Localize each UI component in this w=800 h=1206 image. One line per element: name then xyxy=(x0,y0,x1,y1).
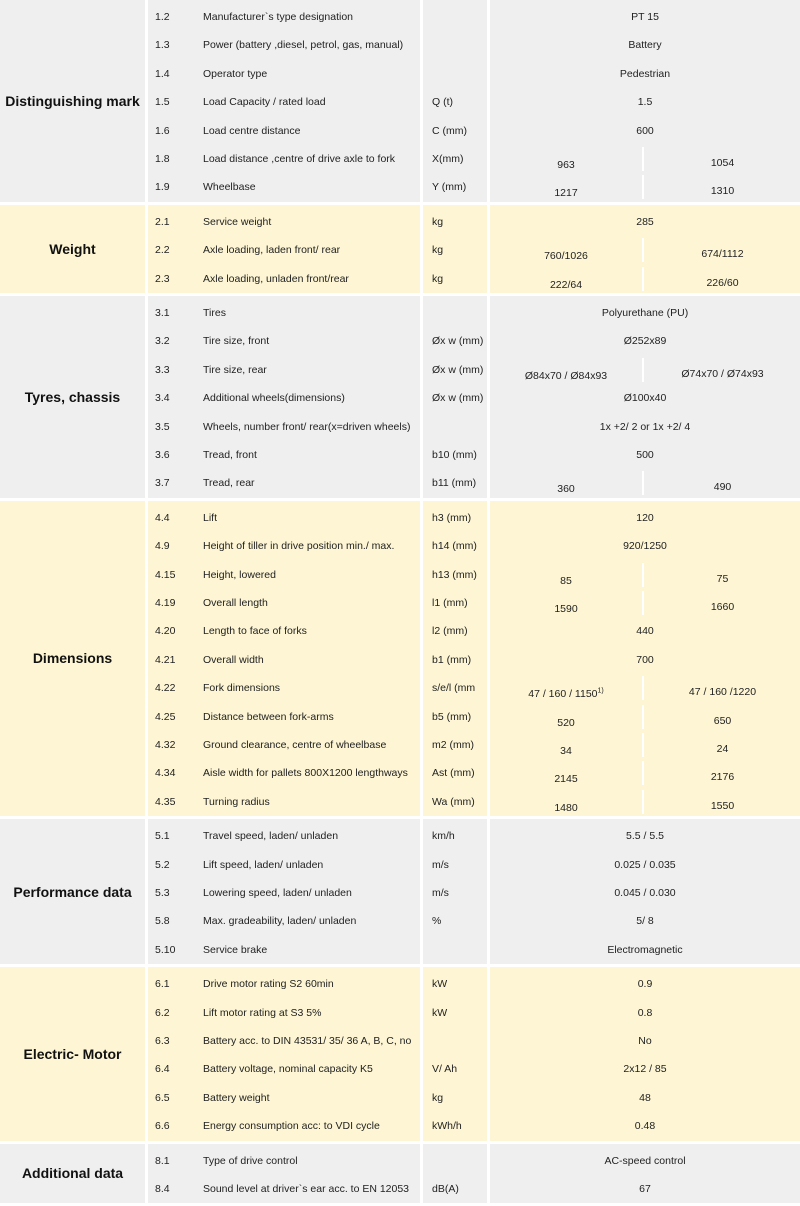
row-unit: l2 (mm) xyxy=(432,625,468,638)
row-number: 4.15 xyxy=(155,568,176,581)
row-description: Tire size, front xyxy=(203,335,270,348)
row-unit: V/ Ah xyxy=(432,1063,458,1076)
row-value-left-text: 963 xyxy=(557,159,575,171)
row-description: Load Capacity / rated load xyxy=(203,96,326,109)
row-number: 5.1 xyxy=(155,830,170,843)
row-unit: kg xyxy=(432,244,444,257)
row-unit: b11 (mm) xyxy=(432,477,477,490)
row-number: 6.3 xyxy=(155,1034,170,1047)
spec-row xyxy=(0,970,800,998)
row-number: 1.2 xyxy=(155,11,170,23)
row-number: 1.9 xyxy=(155,181,170,194)
row-description: Service weight xyxy=(203,215,272,228)
value-split-divider xyxy=(642,267,644,291)
row-unit: C (mm) xyxy=(432,124,467,137)
row-number: 1.6 xyxy=(155,124,170,137)
footnote-marker: 1) xyxy=(597,687,604,695)
row-description: Battery weight xyxy=(203,1091,270,1104)
row-unit: dB(A) xyxy=(432,1182,459,1195)
row-description: Distance between fork-arms xyxy=(203,710,334,723)
spec-row xyxy=(0,589,800,617)
spec-row xyxy=(0,788,800,816)
row-description: Load distance ,centre of drive axle to fork xyxy=(203,153,396,165)
row-description: Max. gradeability, laden/ unladen xyxy=(203,915,357,928)
row-value-right: Ø74x70 / Ø74x93 xyxy=(681,367,764,380)
section-title: Tyres, chassis xyxy=(24,388,121,405)
spec-row xyxy=(0,1055,800,1083)
spec-row xyxy=(0,117,800,145)
spec-row xyxy=(0,327,800,355)
row-number: 4.25 xyxy=(155,710,176,723)
row-description: Tires xyxy=(203,307,226,319)
section-title: Additional data xyxy=(21,1165,124,1182)
row-number: 6.5 xyxy=(155,1091,170,1104)
row-number: 3.6 xyxy=(155,449,170,461)
row-description: Tire size, rear xyxy=(203,363,267,376)
spec-row xyxy=(0,299,800,327)
section-weight xyxy=(0,205,800,296)
row-number: 2.1 xyxy=(155,215,170,228)
spec-row xyxy=(0,441,800,469)
row-description: Lift motor rating at S3 5% xyxy=(203,1006,322,1019)
spec-row xyxy=(0,907,800,935)
row-unit: % xyxy=(432,915,442,928)
row-number: 4.4 xyxy=(155,511,170,524)
row-description: Sound level at driver`s ear acc. to EN 12053 xyxy=(203,1182,410,1195)
value-split-divider xyxy=(642,175,644,199)
row-number: 8.4 xyxy=(155,1182,170,1195)
row-description: Manufacturer`s type designation xyxy=(203,11,353,23)
row-value-right: 226/60 xyxy=(706,276,739,289)
row-description: Height, lowered xyxy=(203,568,276,581)
row-description: Wheelbase xyxy=(203,181,256,194)
row-value: 600 xyxy=(636,124,654,137)
value-split-divider xyxy=(642,147,644,171)
value-split-divider xyxy=(642,238,644,262)
row-value: 48 xyxy=(639,1091,651,1104)
row-value: 0.9 xyxy=(637,978,653,991)
row-unit: Ast (mm) xyxy=(432,767,475,780)
section-title: Performance data xyxy=(13,883,132,900)
row-value-right: 1310 xyxy=(710,185,735,198)
row-unit: kWh/h xyxy=(432,1120,462,1133)
row-value-left-text: 1217 xyxy=(554,187,578,200)
row-description: Length to face of forks xyxy=(203,625,307,638)
spec-row xyxy=(0,646,800,674)
section-electric-motor xyxy=(0,967,800,1143)
row-value-right: 1054 xyxy=(710,157,735,169)
row-value-left-text: 760/1026 xyxy=(544,250,588,263)
spec-row xyxy=(0,469,800,497)
value-split-divider xyxy=(642,733,644,757)
section-title: Weight xyxy=(49,240,96,257)
row-value-left xyxy=(490,179,642,207)
row-unit: km/h xyxy=(432,830,455,843)
row-number: 4.21 xyxy=(155,653,176,666)
row-value-left-text: 360 xyxy=(557,483,575,496)
spec-row xyxy=(0,703,800,731)
spec-row xyxy=(0,384,800,412)
row-value-right: 1660 xyxy=(710,600,735,613)
spec-row xyxy=(0,60,800,88)
row-unit: kW xyxy=(432,1006,448,1019)
spec-row xyxy=(0,3,800,31)
row-number: 5.2 xyxy=(155,858,170,871)
section-tyres-chassis xyxy=(0,296,800,501)
section-title: Dimensions xyxy=(32,650,113,667)
row-number: 4.32 xyxy=(155,738,176,751)
row-description: Load centre distance xyxy=(203,124,301,137)
spec-row xyxy=(0,413,800,441)
row-description: Drive motor rating S2 60min xyxy=(203,978,334,991)
row-number: 3.4 xyxy=(155,392,170,405)
row-value-right: 24 xyxy=(716,742,729,755)
row-value-left xyxy=(490,271,642,299)
row-number: 1.8 xyxy=(155,153,170,165)
row-number: 6.2 xyxy=(155,1006,170,1019)
row-value: 67 xyxy=(639,1182,651,1195)
row-unit: l1 (mm) xyxy=(432,596,468,609)
row-description: Wheels, number front/ rear(x=driven wheels) xyxy=(203,420,411,433)
row-value-left-text: 520 xyxy=(557,716,575,729)
row-number: 2.2 xyxy=(155,244,170,257)
row-number: 5.3 xyxy=(155,886,170,899)
row-value-right: 75 xyxy=(716,572,729,585)
row-value: Ø100x40 xyxy=(623,392,667,405)
row-number: 3.5 xyxy=(155,420,170,433)
row-unit: m/s xyxy=(432,858,449,871)
row-description: Additional wheels(dimensions) xyxy=(203,392,345,405)
row-unit: m/s xyxy=(432,886,449,899)
row-unit: kg xyxy=(432,1091,444,1104)
row-value: Battery xyxy=(628,39,662,52)
row-value-right: 650 xyxy=(713,714,732,727)
row-number: 4.34 xyxy=(155,767,176,780)
row-number: 8.1 xyxy=(155,1154,170,1167)
row-unit: Wa (mm) xyxy=(432,795,475,808)
row-number: 1.5 xyxy=(155,96,170,109)
row-value-right: 1550 xyxy=(710,799,735,812)
row-value: 500 xyxy=(636,449,654,461)
row-value: Polyurethane (PU) xyxy=(601,307,689,319)
section-additional-data xyxy=(0,1144,800,1206)
row-description: Overall length xyxy=(203,596,268,609)
row-number: 4.35 xyxy=(155,795,176,808)
row-description: Power (battery ,diesel, petrol, gas, manual) xyxy=(203,39,404,52)
row-value-left-text: 2145 xyxy=(554,773,578,786)
row-value: Electromagnetic xyxy=(607,943,683,956)
row-unit: Øx w (mm) xyxy=(432,335,484,348)
row-unit: h3 (mm) xyxy=(432,511,472,524)
spec-row xyxy=(0,532,800,560)
spec-row xyxy=(0,504,800,532)
section-performance-data xyxy=(0,819,800,967)
row-value: 2x12 / 85 xyxy=(623,1063,667,1076)
row-value: 920/1250 xyxy=(623,540,667,553)
spec-row xyxy=(0,265,800,293)
row-value: 5/ 8 xyxy=(636,915,654,928)
row-value-left xyxy=(490,475,642,503)
spec-row xyxy=(0,356,800,384)
value-split-divider xyxy=(642,705,644,729)
spec-row xyxy=(0,822,800,850)
row-description: Fork dimensions xyxy=(203,682,281,695)
row-value: 285 xyxy=(636,215,654,228)
value-split-divider xyxy=(642,471,644,495)
row-number: 1.3 xyxy=(155,39,170,52)
spec-row xyxy=(0,208,800,236)
row-description: Battery acc. to DIN 43531/ 35/ 36 A, B, C, no xyxy=(203,1034,412,1047)
spec-row xyxy=(0,1027,800,1055)
row-unit: Øx w (mm) xyxy=(432,363,484,376)
row-value: 0.48 xyxy=(634,1120,656,1133)
spec-row xyxy=(0,1112,800,1140)
value-split-divider xyxy=(642,563,644,587)
row-unit: h14 (mm) xyxy=(432,540,477,553)
section-distinguishing-mark xyxy=(0,0,800,205)
row-number: 5.10 xyxy=(155,943,176,956)
row-description: Operator type xyxy=(203,67,268,80)
row-value: No xyxy=(638,1034,652,1047)
row-unit: Y (mm) xyxy=(432,181,467,194)
spec-row xyxy=(0,1084,800,1112)
row-value: 0.045 / 0.030 xyxy=(614,886,676,899)
row-value-left-text: 1590 xyxy=(554,602,578,615)
row-value-left-text: 1480 xyxy=(554,801,578,814)
row-description: Axle loading, unladen front/rear xyxy=(203,272,349,285)
section-title: Electric- Motor xyxy=(23,1045,122,1062)
row-number: 3.7 xyxy=(155,477,170,490)
row-value: Ø252x89 xyxy=(623,335,667,348)
row-value-left-text: 85 xyxy=(560,574,572,587)
row-value-right: 674/1112 xyxy=(701,248,744,261)
row-description: Type of drive control xyxy=(203,1154,298,1167)
spec-row xyxy=(0,999,800,1027)
row-value: 120 xyxy=(636,511,654,524)
row-number: 4.22 xyxy=(155,682,176,695)
row-number: 3.1 xyxy=(155,307,170,319)
row-value-right: 47 / 160 /1220 xyxy=(688,686,757,699)
spec-row xyxy=(0,1175,800,1203)
row-description: Travel speed, laden/ unladen xyxy=(203,830,339,843)
row-value: 1x +2/ 2 or 1x +2/ 4 xyxy=(599,420,691,433)
row-number: 4.20 xyxy=(155,625,176,638)
row-value-right: 490 xyxy=(713,481,732,494)
spec-row xyxy=(0,759,800,787)
row-value: 0.025 / 0.035 xyxy=(614,858,676,871)
value-split-divider xyxy=(642,358,644,382)
row-unit: kW xyxy=(432,978,448,991)
row-value-left-text: Ø84x70 / Ø84x93 xyxy=(524,369,608,382)
row-description: Lift speed, laden/ unladen xyxy=(203,858,324,871)
row-description: Axle loading, laden front/ rear xyxy=(203,244,341,257)
row-number: 2.3 xyxy=(155,272,170,285)
row-value: Pedestrian xyxy=(619,67,671,80)
row-number: 6.1 xyxy=(155,978,170,991)
spec-row xyxy=(0,236,800,264)
spec-row xyxy=(0,1147,800,1175)
row-description: Tread, front xyxy=(203,449,257,461)
row-description: Energy consumption acc: to VDI cycle xyxy=(203,1120,380,1133)
row-value: 1.5 xyxy=(637,96,653,109)
row-number: 4.19 xyxy=(155,596,176,609)
row-unit: m2 (mm) xyxy=(432,738,474,751)
row-number: 1.4 xyxy=(155,67,170,80)
spec-row xyxy=(0,851,800,879)
spec-row xyxy=(0,674,800,702)
row-unit: Øx w (mm) xyxy=(432,392,484,405)
spec-row xyxy=(0,879,800,907)
row-description: Tread, rear xyxy=(203,477,255,490)
row-description: Ground clearance, centre of wheelbase xyxy=(203,738,387,751)
row-number: 6.6 xyxy=(155,1120,170,1133)
section-title: Distinguishing mark xyxy=(5,92,140,109)
spec-row xyxy=(0,936,800,964)
row-value-left-text: 47 / 160 / 1150 xyxy=(528,688,598,701)
row-value: AC-speed control xyxy=(604,1154,686,1167)
row-description: Overall width xyxy=(203,653,264,666)
row-unit: Q (t) xyxy=(432,96,453,109)
row-value: 700 xyxy=(636,653,654,666)
row-unit: b5 (mm) xyxy=(432,710,472,723)
spec-row xyxy=(0,145,800,173)
row-value: 440 xyxy=(636,625,654,638)
row-description: Height of tiller in drive position min./ max. xyxy=(203,540,395,553)
spec-row xyxy=(0,173,800,201)
row-value: 5.5 / 5.5 xyxy=(626,830,664,843)
spec-row xyxy=(0,731,800,759)
spec-row xyxy=(0,88,800,116)
section-dimensions xyxy=(0,501,800,819)
row-value: 0.8 xyxy=(637,1006,653,1019)
row-description: Lift xyxy=(203,511,218,524)
row-unit: b10 (mm) xyxy=(432,449,477,461)
row-value-right: 2176 xyxy=(710,771,735,784)
row-description: Service brake xyxy=(203,943,268,956)
row-number: 3.2 xyxy=(155,335,170,348)
row-unit: h13 (mm) xyxy=(432,568,477,581)
row-unit: kg xyxy=(432,272,444,285)
row-unit: s/e/l (mm xyxy=(432,682,476,695)
row-value-left-text: 222/64 xyxy=(549,278,583,291)
spec-row xyxy=(0,617,800,645)
value-split-divider xyxy=(642,591,644,615)
value-split-divider xyxy=(642,761,644,785)
row-number: 5.8 xyxy=(155,915,170,928)
row-description: Lowering speed, laden/ unladen xyxy=(203,886,352,899)
row-number: 3.3 xyxy=(155,363,170,376)
row-unit: X(mm) xyxy=(432,153,464,165)
row-unit: kg xyxy=(432,215,444,228)
row-number: 6.4 xyxy=(155,1063,170,1076)
value-split-divider xyxy=(642,790,644,814)
row-description: Battery voltage, nominal capacity K5 xyxy=(203,1063,373,1076)
value-split-divider xyxy=(642,676,644,700)
row-number: 4.9 xyxy=(155,540,170,553)
spec-row xyxy=(0,31,800,59)
spec-row xyxy=(0,561,800,589)
row-description: Aisle width for pallets 800X1200 lengthways xyxy=(203,767,408,780)
row-value: PT 15 xyxy=(631,11,659,23)
row-unit: b1 (mm) xyxy=(432,653,472,666)
row-value-left xyxy=(490,794,642,822)
row-value-left-text: 34 xyxy=(560,744,572,757)
row-description: Turning radius xyxy=(203,795,270,808)
